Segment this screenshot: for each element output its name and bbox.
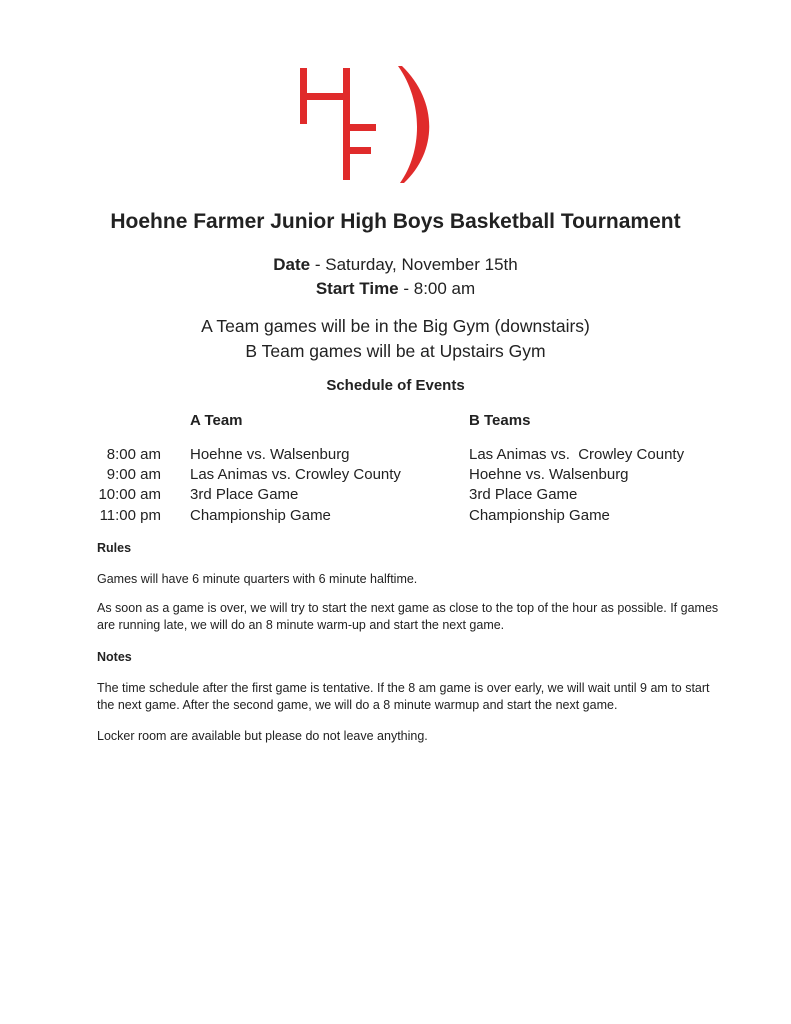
- page-title: Hoehne Farmer Junior High Boys Basketball Tournament: [110, 210, 681, 233]
- b-team-game: Championship Game: [469, 507, 610, 524]
- schedule-row: [0, 486, 791, 506]
- b-team-game: 3rd Place Game: [469, 486, 578, 503]
- schedule-time: 9:00 am: [106, 466, 161, 483]
- rules-heading: Rules: [97, 541, 132, 555]
- a-team-game: Hoehne vs. Walsenburg: [190, 446, 350, 463]
- date-line: [0, 255, 791, 275]
- notes-paragraph: Locker room are available but please do not leave anything.: [97, 729, 428, 743]
- schedule-time: 8:00 am: [106, 446, 161, 463]
- start-time-value: - 8:00 am: [398, 279, 476, 298]
- schedule-row: [0, 446, 791, 466]
- schedule-time: 10:00 am: [98, 486, 161, 503]
- notes-heading: Notes: [97, 650, 132, 664]
- a-team-game: 3rd Place Game: [190, 486, 299, 503]
- column-header-b-teams: B Teams: [469, 412, 531, 429]
- start-time-label: Start Time: [315, 279, 399, 298]
- notes-paragraph: The time schedule after the first game is tentative. If the 8 am game is over early, we will wait until 9 am to start the next game. After the second game, we will do a 8 minute warmup and start the next game.: [97, 681, 710, 712]
- rules-paragraph: Games will have 6 minute quarters with 6 minute halftime.: [97, 572, 418, 586]
- hf-logo-icon: [298, 66, 438, 184]
- schedule-title: Schedule of Events: [326, 377, 465, 394]
- schedule-time: 11:00 pm: [99, 507, 161, 524]
- date-value: - Saturday, November 15th: [310, 255, 518, 274]
- b-team-location: B Team games will be at Upstairs Gym: [245, 341, 546, 361]
- hf-logo: [298, 66, 438, 184]
- a-team-game: Las Animas vs. Crowley County: [190, 466, 401, 483]
- b-team-game: Hoehne vs. Walsenburg: [469, 466, 629, 483]
- schedule-row: [0, 507, 791, 527]
- column-header-a-team: A Team: [190, 412, 243, 429]
- a-team-location: A Team games will be in the Big Gym (downstairs): [201, 316, 590, 336]
- schedule-row: [0, 466, 791, 486]
- b-team-game: Las Animas vs. Crowley County: [469, 446, 685, 463]
- rules-paragraph: As soon as a game is over, we will try to start the next game as close to the top of the hour as possible. If games are running late, we will do an 8 minute warm-up and start the next game.: [97, 601, 719, 632]
- date-label: Date: [273, 255, 311, 274]
- start-time-line: [0, 279, 791, 299]
- a-team-game: Championship Game: [190, 507, 331, 524]
